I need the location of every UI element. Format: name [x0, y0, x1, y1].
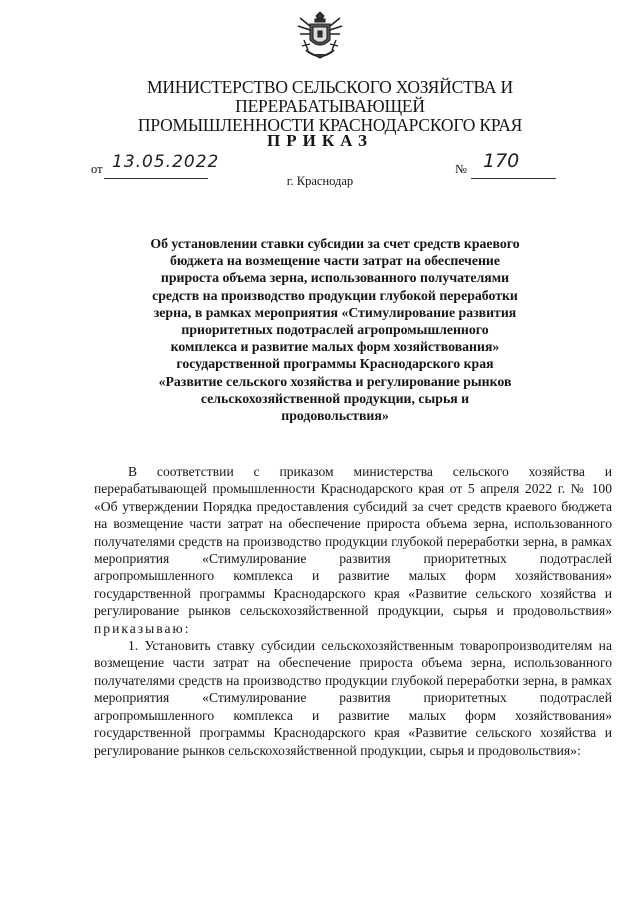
ministry-name: [60, 78, 600, 135]
date-value: 13.05.2022: [112, 152, 220, 172]
date-label: от: [91, 162, 103, 176]
number-value: 170: [483, 150, 520, 172]
number-label: №: [455, 162, 467, 176]
city-label: г. Краснодар: [286, 174, 354, 188]
preamble-text: В соответствии с приказом министерства сельского хозяйства и перерабатывающей промышленности Краснодарского края от 5 апреля 2022 г. № 100 «Об утверждении Порядка предоставления субсидий за счет средств краевого бюджета на возмещение части затрат на обеспечение прироста объема зерна, использованного получателями средств на производство продукции глубокой переработки зерна, в рамках мероприятия «Стимулирование развития приоритетных подотраслей агропромышленного комплекса и развитие малых форм хозяйствования» государственной программы Краснодарского края «Развитие сельского хозяйства и регулирование рынков сельскохозяйственной продукции, сырья и продовольствия»: [94, 464, 612, 619]
clause-1-paragraph: 1. Установить ставку субсидии сельскохозяйственным товаропроизводителям на возмещение части затрат на обеспечение прироста объема зерна, использованного получателями средств на производство продукции глубокой переработки зерна, в рамках мероприятия «Стимулирование развития приоритетных подотраслей агропромышленного комплекса и развитие малых форм хозяйствования» государственной программы Краснодарского края «Развитие сельского хозяйства и регулирование рынков сельскохозяйственной продукции, сырья и продовольствия»:: [94, 638, 612, 758]
ministry-line-1: МИНИСТЕРСТВО СЕЛЬСКОГО ХОЗЯЙСТВА И ПЕРЕРАБАТЫВАЮЩЕЙ: [147, 77, 513, 116]
order-title: Об установлении ставки субсидии за счет средств краевого бюджета на возмещение части затрат на обеспечение прироста объема зерна, использованного получателями средств на производство продукции глубокой переработки зерна, в рамках мероприятия «Стимулирование развития приоритетных подотраслей агропромышленного комплекса и развитие малых форм хозяйствования» государственной программы Краснодарского края «Развитие сельского хозяйства и регулирование рынков сельскохозяйственной продукции, сырья и продовольствия»: [150, 236, 520, 424]
preamble-paragraph: [94, 463, 612, 637]
order-body: [94, 463, 612, 759]
krasnodar-coat-of-arms-icon: [296, 10, 344, 64]
ministry-line-2: ПРОМЫШЛЕННОСТИ КРАСНОДАРСКОГО КРАЯ: [137, 115, 523, 135]
document-type-heading: ПРИКАЗ: [267, 131, 373, 150]
order-keyword: приказываю:: [94, 620, 191, 636]
